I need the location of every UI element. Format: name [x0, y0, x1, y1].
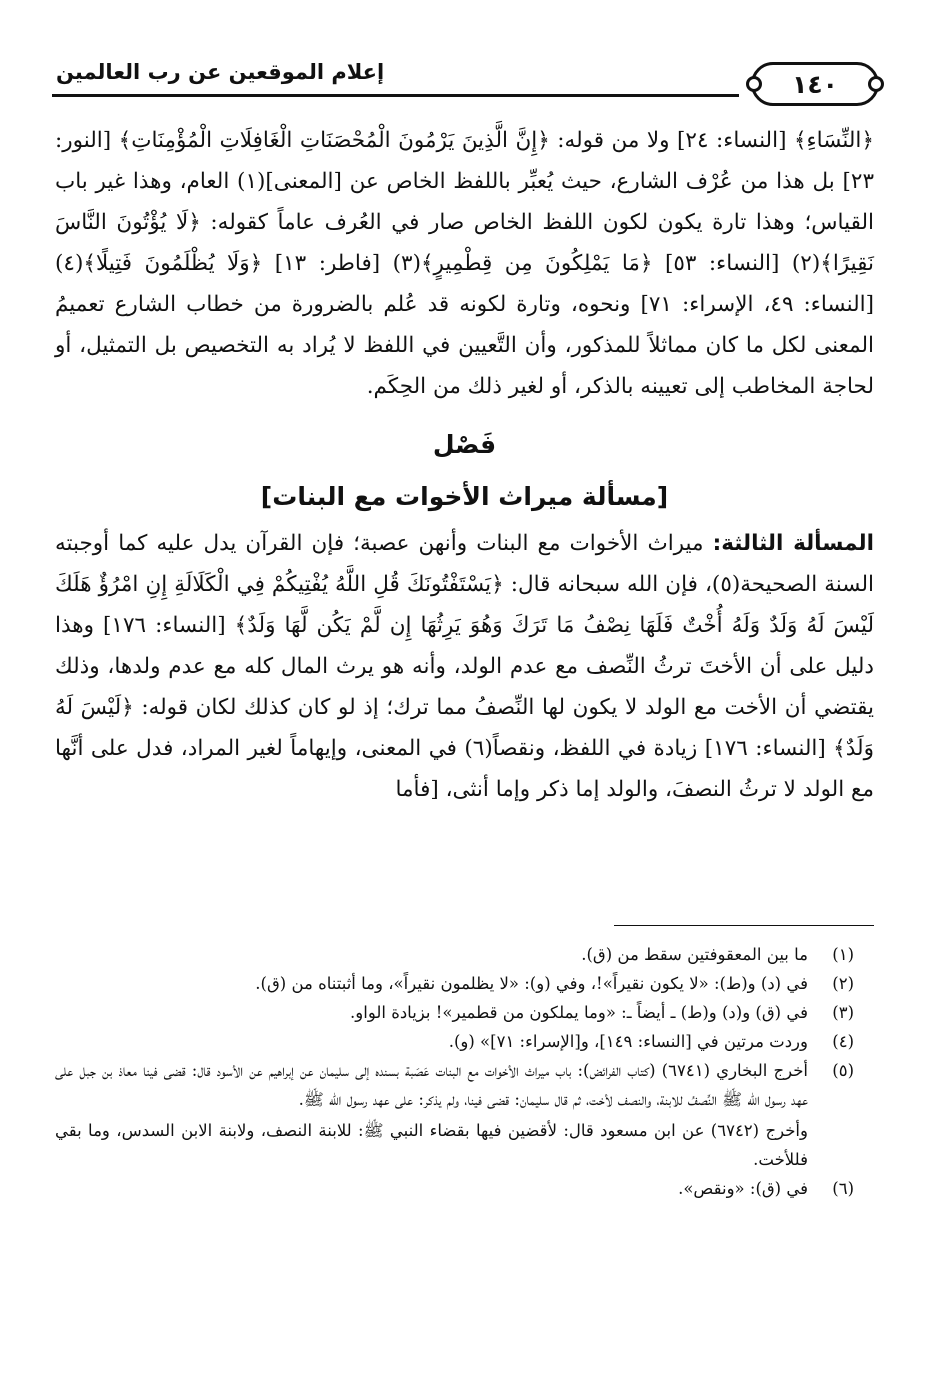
footnote-text: في (ق): «ونقص». [678, 1179, 808, 1198]
paragraph-text: ميراث الأخوات مع البنات وأنهن عصبة؛ فإن القرآن يدل عليه كما أوجبته السنة الصحيحة(٥)، فإن الله سبحانه قال: ﴿يَسْتَفْتُونَكَ قُلِ اللَّهُ يُفْتِيكُمْ فِي الْكَلَالَةِ إِنِ امْرُؤٌ هَلَكَ لَيْسَ لَهُ وَلَدٌ وَلَهُ أُخْتٌ فَلَهَا نِصْفُ مَا تَرَكَ وَهُوَ يَرِثُهَا إِن لَّمْ يَكُن لَّهَا وَلَدٌ﴾ [النساء: ١٧٦] وهذا دليل على أن الأختَ ترثُ النِّصف مع عدم الولد، وأنه هو يرث المال كله مع عدم ولدها، وذلك يقتضي أن الأخت مع الولد لا يكون لها النِّصفُ مما ترك؛ إذ لو كان كذلك لكان قوله: ﴿لَيْسَ لَهُ وَلَدٌ﴾ [النساء: ١٧٦] زيادة في اللفظ، ونقصاً(٦) في المعنى، وإيهاماً لغير المراد، فدل على أنَّها مع الولد لا ترثُ النصفَ، والولد إما ذكر وإما أنثى، [فأما [55, 531, 875, 802]
footnote-text: وردت مرتين في [النساء: ١٤٩]، و[الإسراء: ٧١]» (و). [448, 1032, 808, 1051]
header-rule [52, 94, 739, 97]
page-number: ١٤٠ [751, 62, 879, 106]
paragraph [55, 523, 874, 810]
footnote-text: في (د) و(ط): «لا يكون نقيراً»!، وفي (و): «لا يظلمون نقيراً»، وما أثبتناه من (ق). [255, 974, 808, 993]
section-subheading: [مسألة ميراث الأخوات مع البنات] [260, 482, 669, 511]
footnote-separator [614, 925, 874, 926]
footnote-number: (٥) [832, 1061, 854, 1080]
footnote-continuation: وأخرج (٦٧٤٢) عن ابن مسعود قال: لأقضين فيها بقضاء النبي ﷺ: للابنة النصف، ولابنة الابن السدس، وما بقي فللأخت. [55, 1121, 808, 1169]
footnote [55, 1056, 854, 1114]
book-title: إعلام الموقعين عن رب العالمين [56, 60, 385, 84]
footnote-text: ما بين المعقوفتين سقط من (ق). [581, 945, 808, 964]
footnote [55, 998, 854, 1027]
footnote-number: (١) [832, 945, 854, 964]
main-text [55, 120, 874, 810]
footnotes [55, 940, 854, 1203]
footnote-number: (٣) [832, 1003, 854, 1022]
footnote-text: في (ق) و(د) و(ط) ـ أيضاً ـ: «وما يملكون من قطمير»! بزيادة الواو. [350, 1003, 808, 1022]
footnote-number: (٦) [832, 1179, 854, 1198]
footnote [55, 940, 854, 969]
footnote-number: (٤) [832, 1032, 854, 1051]
footnote [55, 1174, 854, 1203]
footnote-text: أخرج البخاري (٦٧٤١) (كتاب الفرائض): باب ميراث الأخوات مع البنات عَصَبة بسنده إلى سليمان عن إبراهيم عن الأسود قال: قضى فينا معاذ بن جبل على عهد رسول الله ﷺ النِّصفُ للابنة، والنصف لأخت، ثم قال سليمان: قضى فينا، ولم يذكر: على عهد رسول الله ﷺ. [55, 1061, 808, 1109]
section-heading: فَصْل [432, 430, 497, 459]
footnote-number: (٢) [832, 974, 854, 993]
lead-label: المسألة الثالثة: [712, 531, 874, 556]
paragraph: ﴿النِّسَاءِ﴾ [النساء: ٢٤] ولا من قوله: ﴿إِنَّ الَّذِينَ يَرْمُونَ الْمُحْصَنَاتِ الْغَافِلَاتِ الْمُؤْمِنَاتِ﴾ [النور: ٢٣] بل هذا من عُرْف الشارع، حيث يُعبِّر باللفظ الخاص عن [المعنى](١) العام، وهذا غير باب القياس؛ وهذا تارة يكون لكون اللفظ الخاص صار في العُرف عاماً كقوله: ﴿لَا يُؤْتُونَ النَّاسَ نَقِيرًا﴾(٢) [النساء: ٥٣] ﴿مَا يَمْلِكُونَ مِن قِطْمِيرٍ﴾(٣) [فاطر: ١٣] ﴿وَلَا يُظْلَمُونَ فَتِيلًا﴾(٤) [النساء: ٤٩، الإسراء: ٧١] ونحوه، وتارة لكونه قد عُلم بالضرورة من خطاب الشارع تعميمُ المعنى لكل ما كان مماثلاً للمذكور، وأن التَّعيين في اللفظ لا يُراد به التخصيص بل التمثيل، أو لحاجة المخاطب إلى تعيينه بالذكر، أو لغير ذلك من الحِكَم. [55, 128, 875, 399]
footnote [55, 1027, 854, 1056]
footnote [55, 969, 854, 998]
page-header [52, 58, 879, 104]
